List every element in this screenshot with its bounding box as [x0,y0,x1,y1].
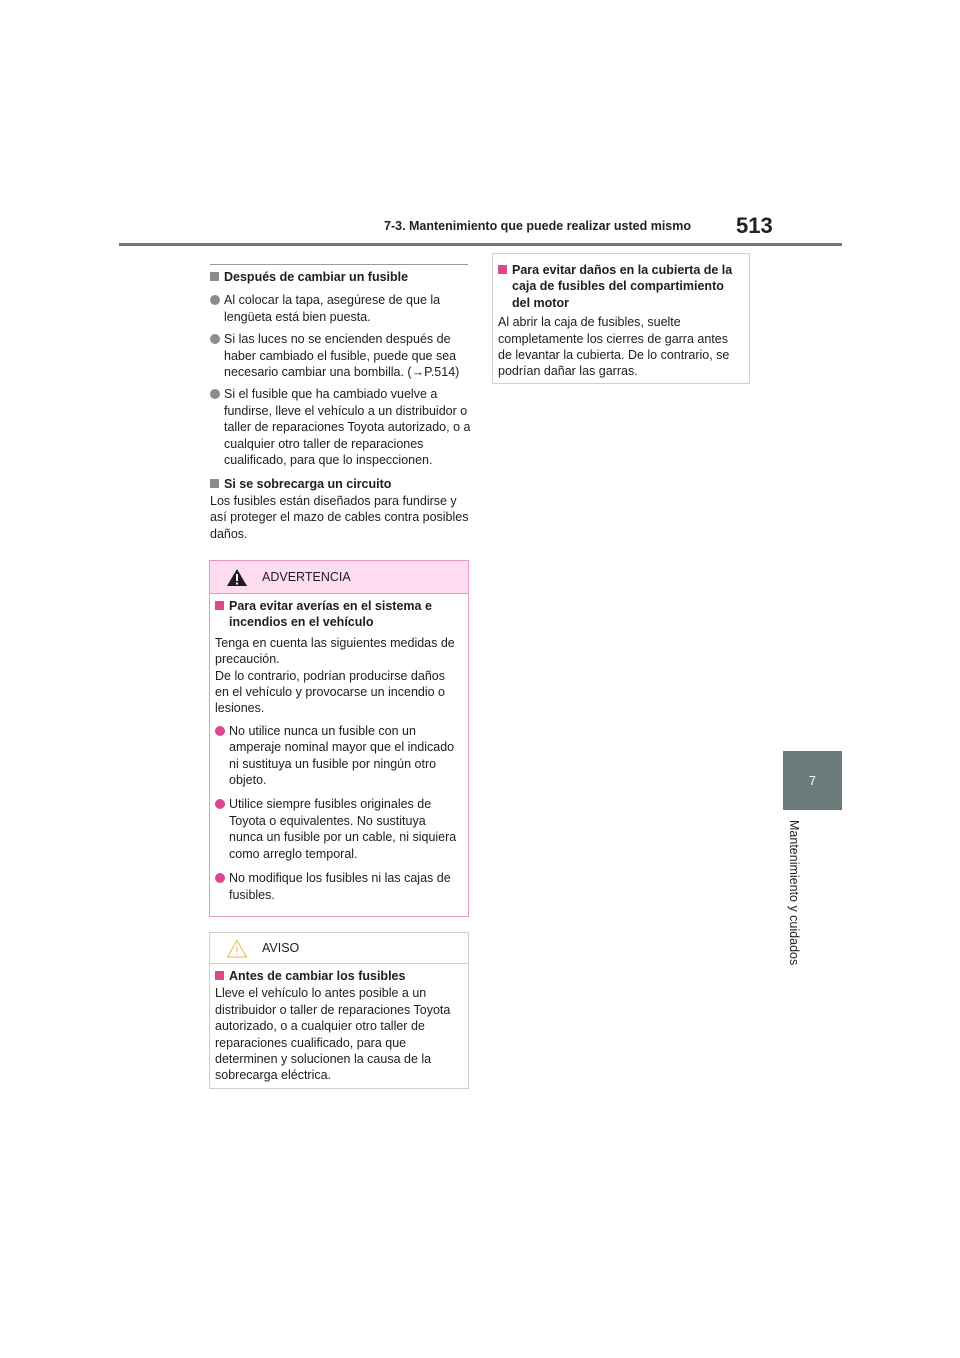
warning-intro-2: De lo contrario, podrían producirse daños en el vehículo y provocarse un incendio o lesiones. [215,668,446,716]
cover-tips-body [493,254,749,380]
notice-header [210,933,468,964]
page-number: 513 [736,213,773,238]
chapter-label: Mantenimiento y cuidados [787,820,801,966]
header-divider [119,243,842,246]
section-title: 7-3. Mantenimiento que puede realizar usted mismo [384,219,692,233]
round-bullet-icon [210,334,220,344]
warning-box [209,560,469,917]
after-bullet-2: Si las luces no se encienden después de haber cambiado el fusible, puede que sea necesario cambiar una bombilla. (→P.514) [210,331,472,380]
warning-title: ADVERTENCIA [262,570,351,584]
cover-tips-text: Al abrir la caja de fusibles, suelte completamente los cierres de garra antes de levantar la cubierta. De lo contrario, se podrían dañar las garras. [498,315,730,379]
after-bullet-1: Al colocar la tapa, asegúrese de que la lengüeta está bien puesta. [210,292,472,325]
after-heading: Después de cambiar un fusible [210,269,472,285]
notice-text: Lleve el vehículo lo antes posible a un distribuidor o taller de reparaciones Toyota autorizado, o a cualquier otro taller de reparaciones cualificado, para que determinen y solucionen la causa de la sobrecarga eléctrica. [215,986,451,1083]
overload-heading: Si se sobrecarga un circuito [210,476,472,492]
left-column [210,269,472,542]
warning-intro-1: Tenga en cuenta las siguientes medidas de precaución. [215,635,455,667]
chapter-tab [783,751,842,810]
warning-header [210,561,468,594]
round-bullet-icon [215,726,225,736]
notice-box [209,932,469,1089]
square-bullet-icon [210,479,219,488]
warning-body [210,594,468,903]
warning-bullet-2: Utilice siempre fusibles originales de Toyota o equivalentes. No sustituya nunca un fusible por un cable, ni siquiera como arreglo temporal. [215,796,462,862]
warning-bullet-3: No modifique los fusibles ni las cajas de fusibles. [215,870,462,903]
square-bullet-icon [215,601,224,610]
notice-title: AVISO [262,941,300,955]
round-bullet-icon [215,799,225,809]
after-bullet-3: Si el fusible que ha cambiado vuelve a fundirse, lleve el vehículo a un distribuidor o taller de reparaciones Toyota autorizado, o a cualquier otro taller de reparaciones cualificado, para que lo inspeccionen. [210,386,472,468]
notice-heading: Antes de cambiar los fusibles [215,968,462,984]
overload-text: Los fusibles están diseñados para fundirse y así proteger el mazo de cables contra posibles daños. [210,493,469,541]
square-bullet-icon [215,971,224,980]
square-bullet-icon [210,272,219,281]
warning-heading: Para evitar averías en el sistema e incendios en el vehículo [215,598,462,631]
chapter-number: 7 [808,773,817,788]
warning-triangle-icon [226,568,248,587]
caution-triangle-icon [226,939,248,958]
column-divider [210,264,468,265]
warning-bullet-1: No utilice nunca un fusible con un amperaje nominal mayor que el indicado ni sustituya un fusible por ningún otro objeto. [215,723,462,789]
notice-body [210,964,468,1084]
round-bullet-icon [210,295,220,305]
cover-tips-box [492,253,750,384]
cover-tips-heading: Para evitar daños en la cubierta de la caja de fusibles del compartimiento del motor [498,262,743,311]
square-bullet-icon [498,265,507,274]
round-bullet-icon [210,389,220,399]
round-bullet-icon [215,873,225,883]
